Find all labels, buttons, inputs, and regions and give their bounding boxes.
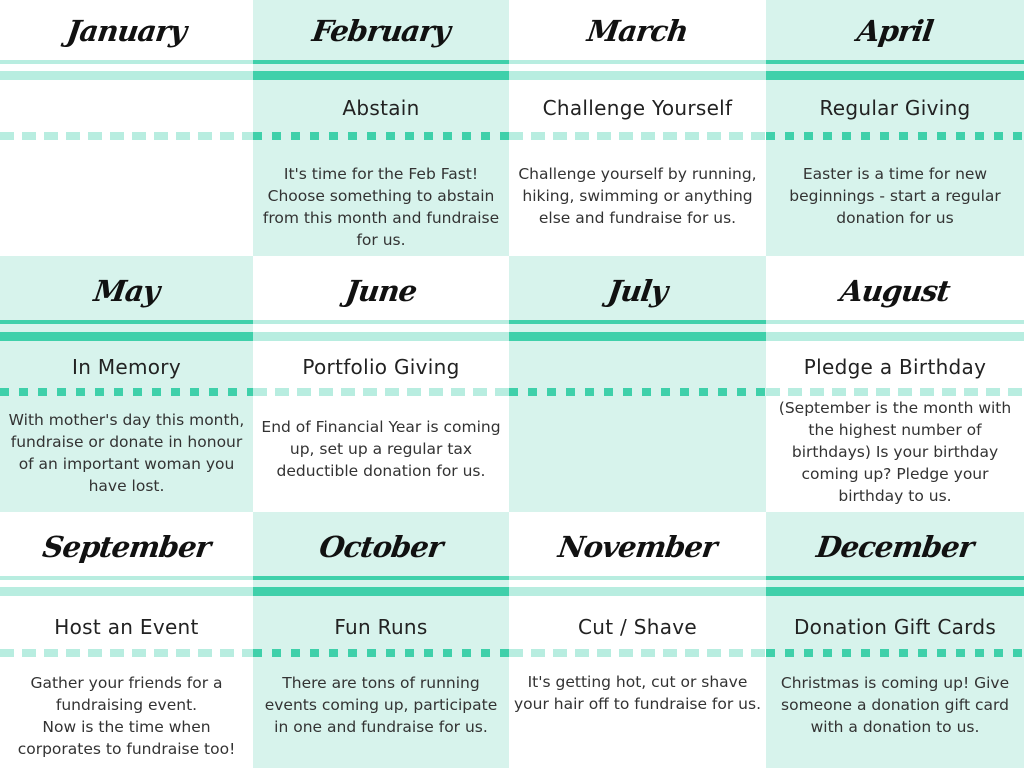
month-name: November — [556, 530, 719, 564]
dotted-divider — [0, 132, 253, 140]
month-card-september — [0, 512, 253, 768]
dotted-divider — [0, 649, 253, 657]
idea-description: Challenge yourself by running, hiking, swimming or anything else and fundraise for us. — [518, 165, 757, 227]
month-name: May — [91, 274, 162, 308]
month-name: October — [317, 530, 445, 564]
divider-band — [253, 587, 509, 596]
divider-band — [0, 320, 253, 324]
month-name: February — [310, 14, 452, 48]
month-card-june — [253, 256, 509, 512]
idea-description: Christmas is coming up! Give someone a donation gift card with a donation to us. — [780, 674, 1010, 736]
month-card-january — [0, 0, 253, 256]
idea-description: Easter is a time for new beginnings - start a regular donation for us — [789, 165, 1001, 227]
divider-band — [509, 587, 766, 596]
divider-band — [766, 60, 1024, 64]
month-card-november — [509, 512, 766, 768]
divider-band — [766, 587, 1024, 596]
month-card-may — [0, 256, 253, 512]
month-name: June — [343, 274, 419, 308]
month-card-december — [766, 512, 1024, 768]
divider-band — [766, 320, 1024, 324]
divider-band — [509, 71, 766, 80]
month-card-april — [766, 0, 1024, 256]
idea-title: Fun Runs — [334, 615, 428, 639]
month-name: August — [838, 274, 952, 308]
month-card-march — [509, 0, 766, 256]
divider-band — [0, 332, 253, 341]
idea-title: In Memory — [72, 355, 181, 379]
month-name: September — [40, 530, 213, 564]
divider-band — [766, 576, 1024, 580]
divider-band — [509, 320, 766, 324]
divider-band — [253, 576, 509, 580]
dotted-divider — [766, 649, 1024, 657]
month-name: January — [64, 14, 189, 48]
idea-description: (September is the month with the highest number of birthdays) Is your birthday coming up? Pledge your birthday to us. — [778, 399, 1012, 505]
divider-band — [253, 332, 509, 341]
month-name: July — [605, 274, 670, 308]
idea-description: There are tons of running events coming up, participate in one and fundraise for us. — [264, 674, 498, 736]
dotted-divider — [766, 132, 1024, 140]
idea-title: Challenge Yourself — [542, 96, 733, 120]
month-name: March — [585, 14, 690, 48]
dotted-divider — [253, 132, 509, 140]
idea-title: Abstain — [342, 96, 420, 120]
idea-description: It's time for the Feb Fast! Choose something to abstain from this month and fundraise for us. — [262, 165, 500, 249]
divider-band — [766, 71, 1024, 80]
month-name: April — [855, 14, 935, 48]
idea-description: Gather your friends for a fundraising event. Now is the time when corporates to fundraise too! — [17, 674, 236, 758]
idea-title: Donation Gift Cards — [793, 615, 997, 639]
idea-title: Portfolio Giving — [302, 355, 460, 379]
idea-description: With mother's day this month, fundraise or donate in honour of an important woman you have lost. — [8, 411, 245, 495]
idea-description: End of Financial Year is coming up, set up a regular tax deductible donation for us. — [261, 418, 501, 480]
month-card-february — [253, 0, 509, 256]
divider-band — [509, 60, 766, 64]
dotted-divider — [766, 388, 1024, 396]
dotted-divider — [253, 649, 509, 657]
month-card-july — [509, 256, 766, 512]
idea-title: Cut / Shave — [577, 615, 697, 639]
divider-band — [253, 60, 509, 64]
month-card-october — [253, 512, 509, 768]
idea-title: Pledge a Birthday — [803, 355, 987, 379]
idea-title: Regular Giving — [819, 96, 971, 120]
month-card-august — [766, 256, 1024, 512]
idea-title: Host an Event — [54, 615, 199, 639]
dotted-divider — [509, 649, 766, 657]
divider-band — [766, 332, 1024, 341]
divider-band — [0, 587, 253, 596]
dotted-divider — [509, 132, 766, 140]
month-name: December — [814, 530, 976, 564]
dotted-divider — [509, 388, 766, 396]
divider-band — [253, 71, 509, 80]
divider-band — [509, 576, 766, 580]
dotted-divider — [0, 388, 253, 396]
divider-band — [0, 576, 253, 580]
divider-band — [509, 332, 766, 341]
idea-description: It's getting hot, cut or shave your hair off to fundraise for us. — [513, 673, 761, 713]
divider-band — [0, 71, 253, 80]
divider-band — [0, 60, 253, 64]
divider-band — [253, 320, 509, 324]
dotted-divider — [253, 388, 509, 396]
